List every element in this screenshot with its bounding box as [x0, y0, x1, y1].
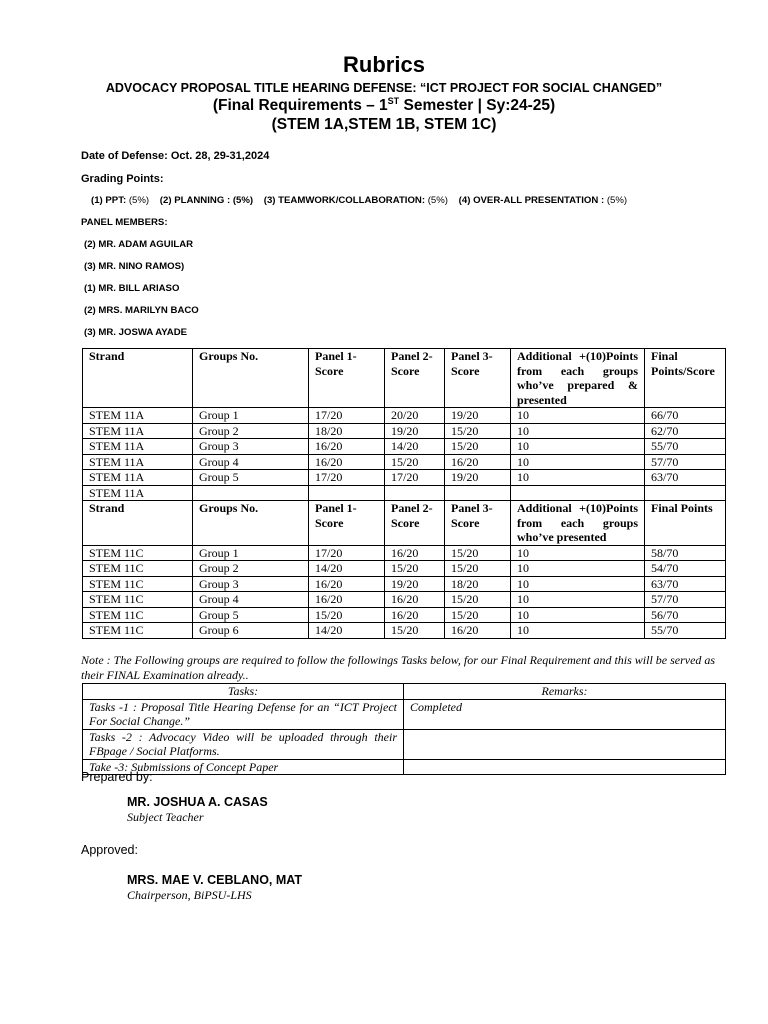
table-row	[83, 470, 726, 486]
requirements-prefix: (Final Requirements – 1	[212, 97, 388, 115]
table-row	[83, 576, 726, 592]
table-row	[83, 545, 726, 561]
table-cell: Group 6	[193, 623, 309, 639]
table-cell: 19/20	[445, 408, 511, 424]
task-cell: Take -3: Submissions of Concept Paper	[83, 759, 404, 775]
column-header: Groups No.	[193, 501, 309, 546]
table-row	[83, 729, 726, 759]
table-cell: 15/20	[445, 592, 511, 608]
table-cell: 10	[511, 454, 645, 470]
task-cell: Tasks -2 : Advocacy Video will be uploaded through their FBpage / Social Platforms.	[83, 729, 404, 759]
column-header: Groups No.	[193, 349, 309, 408]
table-header-row	[83, 501, 726, 546]
approved-by-role: Chairperson, BiPSU-LHS	[127, 888, 252, 902]
table-cell: STEM 11A	[83, 485, 193, 501]
table-cell: 55/70	[645, 439, 726, 455]
grading-item-planning-name: (2) PLANNING :	[159, 195, 231, 206]
table-row	[83, 699, 726, 729]
table-cell: 57/70	[645, 592, 726, 608]
requirements-superscript: ST	[387, 96, 400, 106]
table-cell: 16/20	[385, 545, 445, 561]
table-cell: Group 1	[193, 408, 309, 424]
remark-cell: Completed	[404, 699, 726, 729]
approved-by-name: MRS. MAE V. CEBLANO, MAT	[127, 873, 303, 887]
table-cell: STEM 11A	[83, 454, 193, 470]
table-cell: 63/70	[645, 470, 726, 486]
grading-item-planning-value: (5%)	[232, 195, 254, 206]
table-cell: STEM 11C	[83, 561, 193, 577]
table-cell: 15/20	[385, 623, 445, 639]
grading-item-presentation-name: (4) OVER-ALL PRESENTATION :	[458, 195, 605, 206]
table-cell: 16/20	[309, 592, 385, 608]
column-header: Additional +(10)Points from each groups who’ve presented	[511, 501, 645, 546]
table-cell: 19/20	[445, 470, 511, 486]
table-row	[83, 485, 726, 501]
table-cell: 16/20	[385, 592, 445, 608]
table-cell: STEM 11C	[83, 592, 193, 608]
requirements-suffix: Semester | Sy:24-25)	[399, 97, 556, 115]
table-cell: 18/20	[309, 423, 385, 439]
table-cell: 58/70	[645, 545, 726, 561]
table-cell	[193, 485, 309, 501]
table-row	[83, 439, 726, 455]
column-header: Panel 1-Score	[309, 501, 385, 546]
table-cell: 16/20	[309, 576, 385, 592]
table-cell: Group 4	[193, 454, 309, 470]
grading-points-label: Grading Points:	[81, 173, 164, 185]
table-cell: 19/20	[385, 576, 445, 592]
table-cell: 16/20	[309, 439, 385, 455]
table-cell	[309, 485, 385, 501]
table-cell: 62/70	[645, 423, 726, 439]
column-header: Strand	[83, 501, 193, 546]
tasks-table	[82, 683, 726, 775]
table-cell: 10	[511, 607, 645, 623]
table-row	[83, 454, 726, 470]
table-cell: STEM 11A	[83, 470, 193, 486]
table-cell: Group 5	[193, 470, 309, 486]
column-header: Panel 2-Score	[385, 501, 445, 546]
table-row	[83, 607, 726, 623]
panel-member: (3) MR. NINO RAMOS)	[84, 261, 185, 272]
table-cell: Group 1	[193, 545, 309, 561]
table-cell: 10	[511, 561, 645, 577]
table-cell	[385, 485, 445, 501]
column-header: Remarks:	[404, 684, 726, 700]
task-cell: Tasks -1 : Proposal Title Hearing Defense for an “ICT Project For Social Change.”	[83, 699, 404, 729]
grading-item-teamwork-name: (3) TEAMWORK/COLLABORATION:	[263, 195, 426, 206]
table-cell: 14/20	[309, 623, 385, 639]
panel-members-label: PANEL MEMBERS:	[81, 217, 168, 228]
table-cell: 15/20	[385, 561, 445, 577]
table-cell: 16/20	[309, 454, 385, 470]
grading-item-presentation-value: (5%)	[606, 195, 628, 206]
table-cell: 10	[511, 470, 645, 486]
prepared-by-label: Prepared by:	[81, 770, 153, 784]
table-cell: 17/20	[385, 470, 445, 486]
requirements-line	[0, 96, 768, 115]
table-cell: 66/70	[645, 408, 726, 424]
table-cell: 16/20	[445, 623, 511, 639]
column-header: Strand	[83, 349, 193, 408]
grading-item-ppt-name: (1) PPT:	[91, 195, 127, 206]
table-cell: 18/20	[445, 576, 511, 592]
column-header: Final Points/Score	[645, 349, 726, 408]
panel-member: (2) MR. ADAM AGUILAR	[84, 239, 194, 250]
table-header-row	[83, 349, 726, 408]
table-cell: 10	[511, 592, 645, 608]
table-cell: 17/20	[309, 408, 385, 424]
table-cell: STEM 11C	[83, 576, 193, 592]
table-cell: 54/70	[645, 561, 726, 577]
table-cell: Group 3	[193, 439, 309, 455]
column-header: Panel 2-Score	[385, 349, 445, 408]
table-cell: 56/70	[645, 607, 726, 623]
table-cell: 15/20	[445, 561, 511, 577]
table-cell: 63/70	[645, 576, 726, 592]
table-cell: 10	[511, 423, 645, 439]
table-cell: 10	[511, 408, 645, 424]
table-cell: Group 4	[193, 592, 309, 608]
page-subtitle: ADVOCACY PROPOSAL TITLE HEARING DEFENSE: “ICT PROJECT FOR SOCIAL CHANGED”	[105, 81, 663, 95]
remark-cell	[404, 729, 726, 759]
table-cell: STEM 11C	[83, 607, 193, 623]
table-row	[83, 408, 726, 424]
page-title: Rubrics	[343, 52, 425, 77]
table-cell: STEM 11A	[83, 408, 193, 424]
panel-member: (2) MRS. MARILYN BACO	[84, 305, 199, 316]
prepared-by-role: Subject Teacher	[127, 810, 204, 824]
table-cell: 10	[511, 576, 645, 592]
remark-cell	[404, 759, 726, 775]
table-cell: 15/20	[445, 607, 511, 623]
table-cell: 15/20	[445, 423, 511, 439]
table-cell	[511, 485, 645, 501]
table-cell: STEM 11A	[83, 439, 193, 455]
table-cell: STEM 11C	[83, 623, 193, 639]
approved-label: Approved:	[81, 843, 138, 857]
table-cell: 55/70	[645, 623, 726, 639]
table-cell: 10	[511, 623, 645, 639]
table-cell: 15/20	[385, 454, 445, 470]
score-table	[82, 348, 726, 639]
date-of-defense: Date of Defense: Oct. 28, 29-31,2024	[81, 150, 270, 162]
panel-member: (3) MR. JOSWA AYADE	[84, 327, 188, 338]
table-cell: Group 5	[193, 607, 309, 623]
table-cell: 15/20	[445, 439, 511, 455]
table-row	[83, 623, 726, 639]
column-header: Additional +(10)Points from each groups who’ve prepared & presented	[511, 349, 645, 408]
table-row	[83, 423, 726, 439]
table-cell: STEM 11C	[83, 545, 193, 561]
column-header: Panel 3-Score	[445, 349, 511, 408]
column-header: Tasks:	[83, 684, 404, 700]
sections-line: (STEM 1A,STEM 1B, STEM 1C)	[271, 116, 497, 133]
table-row	[83, 592, 726, 608]
table-header-row	[83, 684, 726, 700]
table-cell: 19/20	[385, 423, 445, 439]
table-cell: Group 2	[193, 561, 309, 577]
column-header: Panel 3-Score	[445, 501, 511, 546]
table-cell	[645, 485, 726, 501]
table-cell: 16/20	[445, 454, 511, 470]
table-cell: Group 2	[193, 423, 309, 439]
note-text: Note : The Following groups are required to follow the followings Tasks below, for our Final Requirement and this will be served as their FINAL Examination already..	[81, 653, 716, 682]
table-row	[83, 759, 726, 775]
table-cell: 17/20	[309, 470, 385, 486]
panel-member: (1) MR. BILL ARIASO	[84, 283, 180, 294]
table-row	[83, 561, 726, 577]
column-header: Final Points	[645, 501, 726, 546]
table-cell: 17/20	[309, 545, 385, 561]
table-cell	[445, 485, 511, 501]
table-cell: 15/20	[445, 545, 511, 561]
column-header: Panel 1-Score	[309, 349, 385, 408]
table-cell: 14/20	[309, 561, 385, 577]
grading-item-teamwork-value: (5%)	[427, 195, 448, 206]
table-cell: Group 3	[193, 576, 309, 592]
table-cell: 16/20	[385, 607, 445, 623]
prepared-by-name: MR. JOSHUA A. CASAS	[127, 795, 268, 809]
grading-points-row	[91, 195, 627, 206]
table-cell: 57/70	[645, 454, 726, 470]
table-cell: STEM 11A	[83, 423, 193, 439]
table-cell: 14/20	[385, 439, 445, 455]
table-cell: 10	[511, 439, 645, 455]
grading-item-ppt-value: (5%)	[128, 195, 150, 206]
table-cell: 15/20	[309, 607, 385, 623]
table-cell: 10	[511, 545, 645, 561]
table-cell: 20/20	[385, 408, 445, 424]
